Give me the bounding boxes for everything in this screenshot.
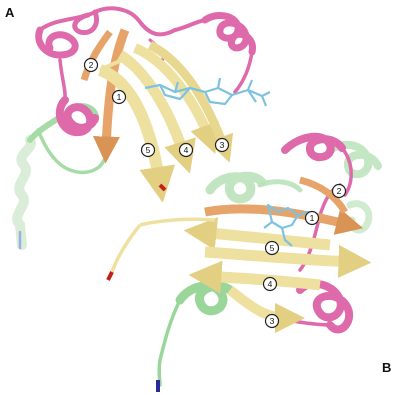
svg-text:4: 4 [183, 145, 189, 155]
panel-a-strand-marker-3 [216, 139, 229, 152]
panel-b-strand-marker-4 [264, 278, 277, 291]
panel-a-strand-marker-5 [142, 144, 155, 157]
panel-b-strand-marker-3 [266, 315, 279, 328]
svg-text:4: 4 [267, 279, 273, 289]
panel-b-strand-marker-5 [266, 242, 279, 255]
panel-b-strand-marker-1 [306, 212, 319, 225]
panel-b-strand-marker-2 [333, 185, 346, 198]
svg-text:3: 3 [269, 316, 275, 326]
panel-a-strand-marker-4 [180, 144, 193, 157]
panel-b-pink-helices [285, 137, 351, 330]
panel-b-structure [108, 137, 391, 392]
svg-text:2: 2 [88, 60, 94, 70]
svg-text:2: 2 [336, 186, 342, 196]
svg-text:1: 1 [309, 213, 315, 223]
svg-text:5: 5 [269, 243, 275, 253]
panel-a-label: A [5, 5, 15, 20]
svg-text:3: 3 [219, 140, 225, 150]
svg-text:1: 1 [116, 92, 122, 102]
panel-a-strand-marker-2 [85, 59, 98, 72]
panel-a-strand-marker-1 [113, 91, 126, 104]
svg-text:5: 5 [145, 145, 151, 155]
panel-b-label: B [382, 360, 392, 375]
